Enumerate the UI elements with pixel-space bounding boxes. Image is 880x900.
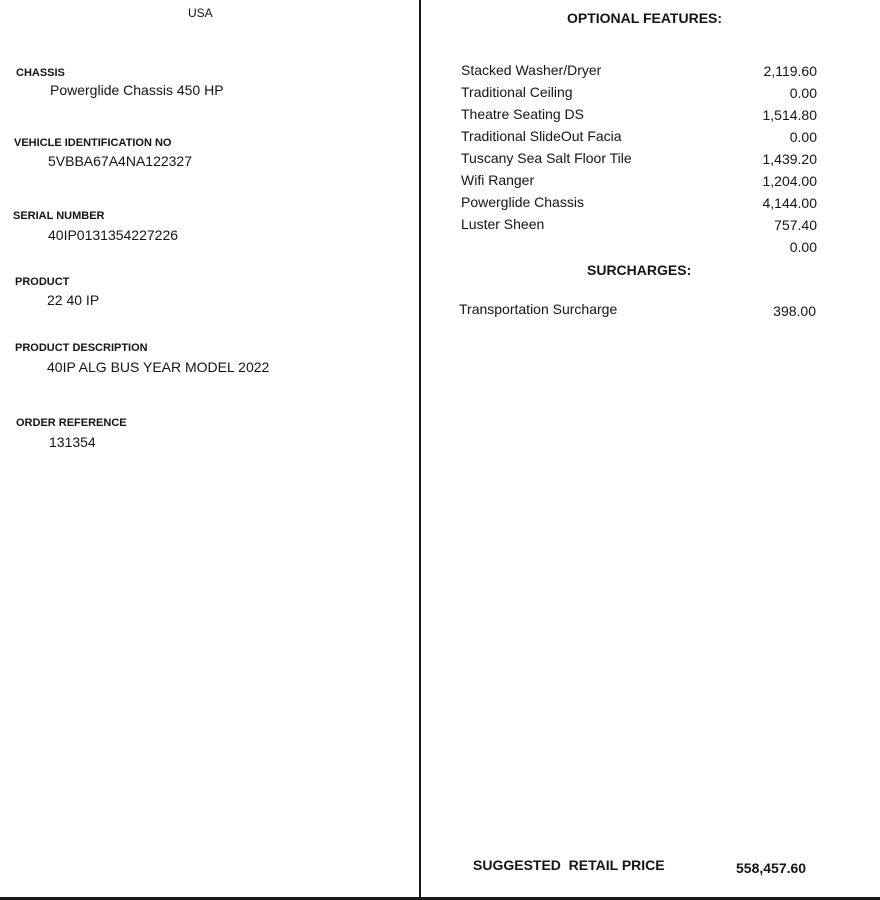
feature-name: Powerglide Chassis bbox=[461, 194, 584, 210]
feature-name: Luster Sheen bbox=[461, 216, 545, 232]
feature-price: 1,204.00 bbox=[762, 173, 817, 189]
feature-price: 1,514.80 bbox=[762, 107, 817, 123]
product-label: PRODUCT bbox=[15, 276, 70, 288]
suggested-retail-price-value: 558,457.60 bbox=[736, 860, 807, 876]
chassis-value: Powerglide Chassis 450 HP bbox=[50, 82, 224, 98]
feature-name: Traditional Ceiling bbox=[461, 84, 573, 100]
product-value: 22 40 IP bbox=[47, 292, 100, 308]
order-reference-value: 131354 bbox=[49, 434, 96, 450]
column-divider bbox=[419, 0, 421, 900]
feature-price: 1,439.20 bbox=[762, 151, 817, 167]
feature-price: 0.00 bbox=[789, 85, 817, 101]
vin-label: VEHICLE IDENTIFICATION NO bbox=[14, 137, 172, 149]
feature-name: Traditional SlideOut Facia bbox=[461, 128, 622, 144]
product-description-value: 40IP ALG BUS YEAR MODEL 2022 bbox=[47, 359, 270, 375]
vin-value: 5VBBA67A4NA122327 bbox=[48, 153, 192, 169]
feature-price: 0.00 bbox=[789, 239, 817, 255]
serial-number-value: 40IP0131354227226 bbox=[48, 227, 179, 243]
suggested-retail-price-label: SUGGESTED RETAIL PRICE bbox=[473, 857, 665, 873]
feature-name: Theatre Seating DS bbox=[461, 106, 584, 122]
country-text: USA bbox=[188, 6, 213, 20]
surcharge-price: 398.00 bbox=[773, 303, 816, 319]
surcharge-name: Transportation Surcharge bbox=[459, 301, 618, 317]
chassis-label: CHASSIS bbox=[16, 67, 65, 79]
optional-features-title: OPTIONAL FEATURES: bbox=[567, 10, 723, 26]
feature-name: Wifi Ranger bbox=[461, 172, 535, 188]
feature-name: Stacked Washer/Dryer bbox=[461, 62, 602, 78]
feature-price: 0.00 bbox=[789, 129, 817, 145]
order-reference-label: ORDER REFERENCE bbox=[16, 417, 127, 429]
feature-name: Tuscany Sea Salt Floor Tile bbox=[461, 150, 632, 166]
feature-price: 2,119.60 bbox=[763, 63, 817, 79]
feature-price: 4,144.00 bbox=[762, 195, 817, 211]
serial-number-label: SERIAL NUMBER bbox=[13, 210, 105, 222]
feature-price: 757.40 bbox=[774, 217, 817, 233]
surcharges-title: SURCHARGES: bbox=[587, 262, 692, 278]
product-description-label: PRODUCT DESCRIPTION bbox=[15, 342, 148, 354]
